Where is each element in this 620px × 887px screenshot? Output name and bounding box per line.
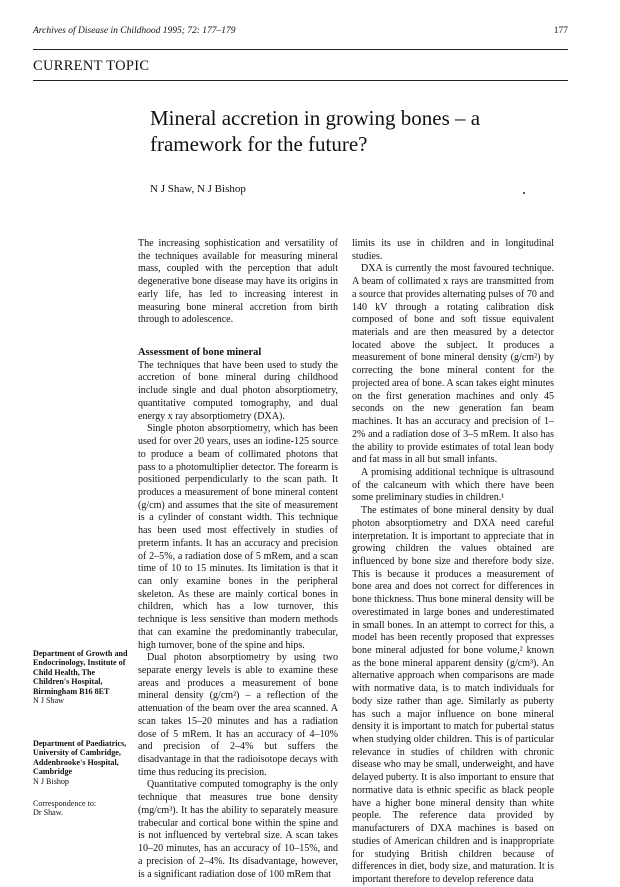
affiliation-department: Department of Paediatrics, University of Cambridge, Addenbrooke's Hospital, Cambridge (33, 739, 127, 777)
affiliation-shaw (33, 649, 133, 705)
correspondence (33, 799, 133, 818)
text-column-left (138, 238, 338, 881)
affiliation-author: N J Shaw (33, 696, 65, 706)
page-number: 177 (553, 26, 568, 36)
section-heading: Assessment of bone mineral (138, 347, 262, 359)
paragraph: The techniques that have been used to study the accretion of bone mineral during childhood include single and dual photon absorptiometry, quantitative computed tomography, and dual energy x ray absorptiometry (DXA). (138, 359, 338, 422)
correspondence-label: Correspondence to: (33, 799, 97, 808)
paragraph-gap (138, 327, 338, 347)
paragraph: Quantitative computed tomography is the only technique that measures true bone density (mg/cm³). It has the ability to separately measure trabecular and cortical bone within the spine and is not influenced by vertebral size. A scan takes 10–20 minutes, has an accuracy of 10–15%, and a precision of 2–4%. Its disadvantage, however, is a significant radiation dose of 100 mRem that (138, 779, 338, 880)
journal-citation: Archives of Disease in Childhood 1995; 72: 177–179 (33, 26, 236, 36)
paragraph: Dual photon absorptiometry by using two separate energy levels is able to examine these areas and produces a measurement of bone mineral density (g/cm²) – a reflection of the attenuation of the beam over the area scanned. A scan takes 15–20 minutes and has a radiation dose of 5 mRem. It has an accuracy of 4–10% and precision of 2–4% but suffers the disadvantage in that the radioisotope decays with time thus reducing its precision. (138, 652, 338, 778)
affiliation-department: Department of Growth and Endocrinology, Institute of Child Health, The Children's Hospital, Birmingham B16 8ET (33, 649, 128, 696)
paragraph: DXA is currently the most favoured technique. A beam of collimated x rays are transmitted from a source that provides alternating pulses of 70 and 140 kV through a rotating calibration disk composed of bone and soft tissue equivalent materials and are then measured by a detector located above the subject. It produces a measurement of bone mineral density (g/cm²) by correcting the bone mineral content for the projected area of bone. A scan takes eight minutes on the first generation machines and only 45 seconds on the new generation fan beam machines. It has an accuracy and precision of 1–2% and a radiation dose of 3–5 mRem. It also has the ability to provide estimates of total lean body and fat mass in all but small infants. (352, 263, 554, 466)
affiliation-author: N J Bishop (33, 776, 69, 786)
text-column-right (352, 238, 554, 887)
section-rule (33, 80, 568, 81)
margin-mark (523, 192, 525, 194)
article-title: Mineral accretion in growing bones – a framework for the future? (150, 106, 481, 156)
correspondence-name: Dr Shaw. (33, 808, 64, 818)
paragraph: limits its use in children and in longitudinal studies. (352, 238, 554, 262)
paragraph: Single photon absorptiometry, which has been used for over 20 years, uses an iodine-125 source to produce a beam of collimated photons that pass to a photomultiplier detector. The forearm is positioned perpendicularly to the scan path. It produces a measurement of bone mineral content (g/cm) and assumes that the site of measurement is a cylinder of constant width. This technique has been used most effectively in studies of preterm infants. It has an accuracy and precision of 2–5%, a radiation dose of 5 mRem, and a scan time of 10 to 15 minutes. Its limitation is that it can only examine bones in the peripheral skeleton. As these are mainly cortical bones in children, which has a low turnover, this technique is less sensitive than modern methods that can examine the predominantly trabecular, high turnover, bone of the spine and hips. (138, 423, 338, 651)
paragraph: A promising additional technique is ultrasound of the calcaneum with which there have been some preliminary studies in children.¹ (352, 466, 554, 504)
affiliation-bishop (33, 739, 133, 786)
section-label: CURRENT TOPIC (33, 58, 150, 74)
header-rule (33, 49, 568, 50)
paragraph: The estimates of bone mineral density by dual photon absorptiometry and DXA need careful interpretation. It is important to appreciate that in growing children the values obtained are influenced by bone size and therefore body size. This is because it produces a measurement of bone area and does not correct for differences in bone thickness. Thus bone mineral density will be overestimated in large bones and underestimated in small bones. In an attempt to correct for this, a model has been recently proposed that expresses bone mineral adjusted for bone volume,² known as the bone mineral apparent density (g/cm³). An alternative approach when comparisons are made with normative data, is to match individuals for body size rather than age. Similarly as puberty has such a major influence on bone mineral density it is important to match for pubertal status when studying older children. This is of particular relevance in studies of children with chronic disease who may be small, underweight, and have delayed puberty. It is also important to ensure that normative data is ethnic specific as black people have a higher bone mineral density than white people. The reference data provided by manufacturers of DXA machines is based on studies of American children and is inappropriate for studying British children because of differences in diet, body size, and maturation. It is important therefore to develop reference data (352, 505, 554, 885)
intro-paragraph: The increasing sophistication and versatility of the techniques available for measuring mineral mass, coupled with the perception that adult degenerative bone disease may have its origins in early life, has led to increasing interest in measuring bone mineral accretion from birth through to adolescence. (138, 238, 338, 326)
article-authors: N J Shaw, N J Bishop (150, 183, 246, 195)
